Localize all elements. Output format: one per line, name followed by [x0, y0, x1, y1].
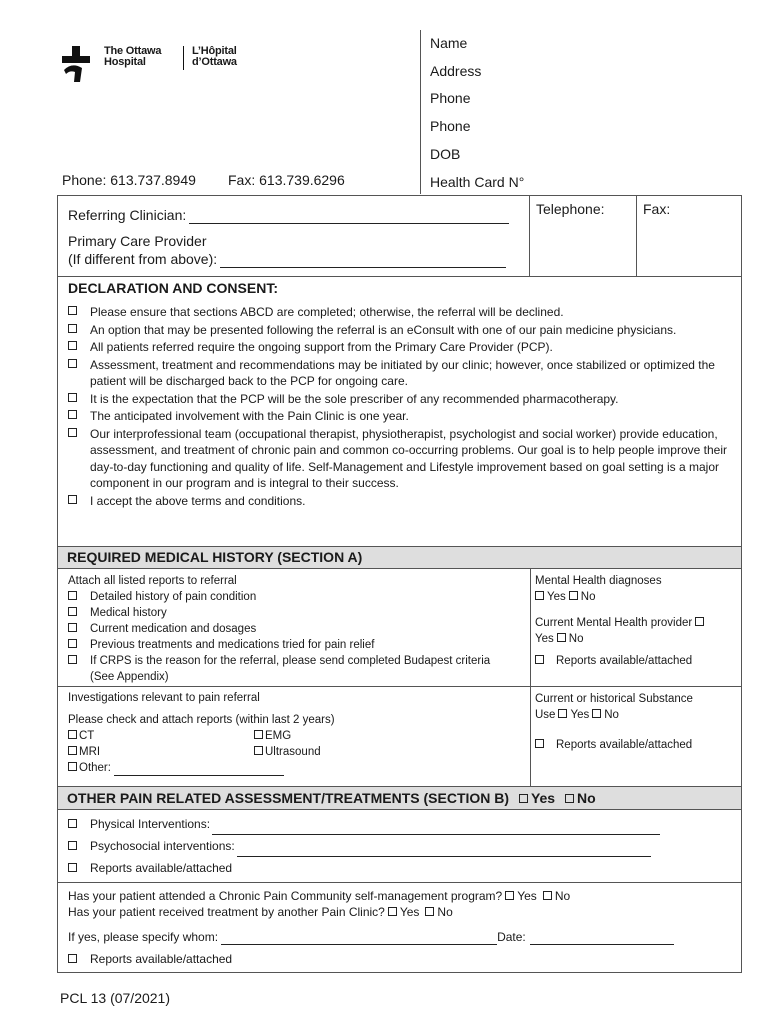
declaration-item[interactable]: Assessment, treatment and recommendations may be initiated by our clinic; however, once stabilized or optimized the patient will be discharged back to the PCP for ongoing care. [68, 357, 738, 390]
hospital-logo-icon [62, 46, 92, 82]
telephone-label[interactable]: Telephone: [536, 201, 605, 217]
patient-fields [430, 30, 524, 196]
section-b-reports-row-2[interactable]: Reports available/attached [68, 951, 232, 967]
investigations-block [68, 691, 524, 728]
checkbox[interactable] [68, 746, 77, 755]
date-label: Date: [497, 930, 526, 944]
other-option[interactable]: Other: [68, 760, 284, 776]
checkbox[interactable] [68, 393, 77, 402]
checkbox[interactable] [592, 709, 601, 718]
community-block [68, 888, 570, 920]
checkbox[interactable] [558, 709, 567, 718]
attach-item[interactable]: If CRPS is the reason for the referral, please send completed Budapest criteria (See Appendix) [68, 653, 513, 685]
section-b-header: OTHER PAIN RELATED ASSESSMENT/TREATMENTS (SECTION B) Yes No [58, 787, 741, 809]
checkbox[interactable] [254, 746, 263, 755]
check-label: Please check and attach reports (within last 2 years) [68, 714, 335, 726]
ct-option[interactable]: CT [68, 728, 284, 744]
mh-provider-row[interactable]: Current Mental Health provider [535, 615, 740, 631]
mh-reports-row[interactable]: Reports available/attached [535, 653, 740, 669]
checkbox[interactable] [68, 863, 77, 872]
checkbox[interactable] [68, 410, 77, 419]
emg-option[interactable]: EMG [254, 728, 321, 744]
patient-dob-field[interactable]: DOB [430, 145, 461, 162]
checkbox[interactable] [68, 730, 77, 739]
substance-label-1: Current or historical Substance [535, 693, 693, 705]
patient-address-field[interactable]: Address [430, 62, 482, 79]
attach-item[interactable]: Previous treatments and medications tried for pain relief [68, 637, 524, 653]
hospital-fax: Fax: 613.739.6296 [228, 172, 345, 188]
checkbox[interactable] [425, 907, 434, 916]
specify-label: If yes, please specify whom: [68, 930, 219, 944]
physical-row[interactable]: Physical Interventions: [68, 813, 660, 835]
checkbox[interactable] [535, 739, 544, 748]
attach-label: Attach all listed reports to referral [68, 575, 237, 587]
logo-text-fr-2: d’Ottawa [192, 56, 237, 68]
logo-text-fr-1: L’Hôpital [192, 45, 237, 57]
checkbox[interactable] [68, 324, 77, 333]
checkbox[interactable] [68, 655, 77, 664]
patient-phone-field[interactable]: Phone [430, 90, 471, 107]
pcp-row[interactable] [68, 250, 506, 268]
hospital-phone: Phone: 613.737.8949 [62, 172, 196, 188]
checkbox[interactable] [565, 794, 574, 803]
mri-option[interactable]: MRI [68, 744, 284, 760]
substance-reports-row[interactable]: Reports available/attached [535, 737, 740, 753]
checkbox[interactable] [68, 306, 77, 315]
attach-item[interactable]: Detailed history of pain condition [68, 589, 524, 605]
logo-text-en-1: The Ottawa [104, 45, 162, 57]
checkbox[interactable] [68, 495, 77, 504]
substance-block [535, 691, 740, 753]
mental-health-label: Mental Health diagnoses [535, 575, 662, 587]
referring-clinician-row[interactable] [68, 206, 509, 224]
section-b-reports-row[interactable]: Reports available/attached [68, 857, 660, 879]
logo-text-en-2: Hospital [104, 56, 146, 68]
specify-row[interactable] [68, 929, 674, 945]
declaration-list [68, 304, 738, 510]
other-clinic-question[interactable]: Has your patient received treatment by another Pain Clinic? Yes No [68, 905, 453, 919]
checkbox[interactable] [68, 341, 77, 350]
declaration-title: DECLARATION AND CONSENT: [68, 280, 278, 296]
psychosocial-row[interactable]: Psychosocial interventions: [68, 835, 660, 857]
hospital-logo [62, 44, 262, 84]
checkbox[interactable] [535, 655, 544, 664]
checkbox[interactable] [68, 639, 77, 648]
investigation-options-left [68, 728, 284, 776]
checkbox[interactable] [68, 591, 77, 600]
attach-item[interactable]: Current medication and dosages [68, 621, 524, 637]
mental-health-block [535, 573, 740, 669]
checkbox[interactable] [254, 730, 263, 739]
mental-health-options[interactable]: Yes No [535, 589, 740, 605]
investigation-options-right [254, 728, 321, 760]
declaration-item[interactable]: An option that may be presented following the referral is an eConsult with one of our pain medicine physicians. [68, 322, 738, 339]
investigations-label: Investigations relevant to pain referral [68, 692, 260, 704]
checkbox[interactable] [68, 607, 77, 616]
checkbox[interactable] [388, 907, 397, 916]
declaration-item[interactable]: The anticipated involvement with the Pain Clinic is one year. [68, 408, 738, 425]
community-question[interactable]: Has your patient attended a Chronic Pain Community self-management program? Yes No [68, 889, 571, 903]
fax-label[interactable]: Fax: [643, 201, 671, 217]
checkbox[interactable] [695, 617, 704, 626]
pcp-label-2: (If different from above): [68, 251, 218, 267]
section-b-title: OTHER PAIN RELATED ASSESSMENT/TREATMENTS (SECTION B) [67, 790, 510, 806]
declaration-item[interactable]: Please ensure that sections ABCD are completed; otherwise, the referral will be declined. [68, 304, 738, 321]
checkbox[interactable] [535, 591, 544, 600]
declaration-item[interactable]: Our interprofessional team (occupational therapist, physiotherapist, psychologist and social worker) provide education, assessment, and treatment of chronic pain and common co-occurring problems. Our goal is to help people improve their day-to-day functioning and quality of life. Self-Management and Lifestyle improvement based on goal setting is a major component in our program and is integral to their success. [68, 426, 738, 492]
checkbox[interactable] [68, 954, 77, 963]
checkbox[interactable] [569, 591, 578, 600]
declaration-item[interactable]: All patients referred require the ongoing support from the Primary Care Provider (PCP). [68, 339, 738, 356]
section-a-title: REQUIRED MEDICAL HISTORY (SECTION A) [58, 547, 741, 568]
patient-healthcard-field[interactable]: Health Card N° [430, 173, 525, 190]
checkbox[interactable] [68, 359, 77, 368]
mh-provider-options[interactable]: Yes No [535, 633, 584, 645]
checkbox[interactable] [505, 891, 514, 900]
checkbox[interactable] [557, 633, 566, 642]
referring-clinician-label: Referring Clinician: [68, 207, 187, 223]
form-code: PCL 13 (07/2021) [60, 990, 170, 1006]
attach-item[interactable]: Medical history [68, 605, 524, 621]
checkbox[interactable] [543, 891, 552, 900]
checkbox[interactable] [68, 762, 77, 771]
section-b-list [68, 813, 660, 879]
declaration-item[interactable]: It is the expectation that the PCP will be the sole prescriber of any recommended pharmacotherapy. [68, 391, 738, 408]
declaration-item[interactable]: I accept the above terms and conditions. [68, 493, 738, 510]
patient-phone2-field[interactable]: Phone [430, 118, 471, 135]
substance-options[interactable]: Use Yes No [535, 709, 619, 721]
checkbox[interactable] [68, 623, 77, 632]
attach-list [68, 573, 524, 685]
patient-name-field[interactable]: Name [430, 35, 468, 51]
checkbox[interactable] [519, 794, 528, 803]
ultrasound-option[interactable]: Ultrasound [254, 744, 321, 760]
pcp-label-1: Primary Care Provider [68, 233, 207, 249]
checkbox[interactable] [68, 428, 77, 437]
checkbox[interactable] [68, 841, 77, 850]
checkbox[interactable] [68, 819, 77, 828]
